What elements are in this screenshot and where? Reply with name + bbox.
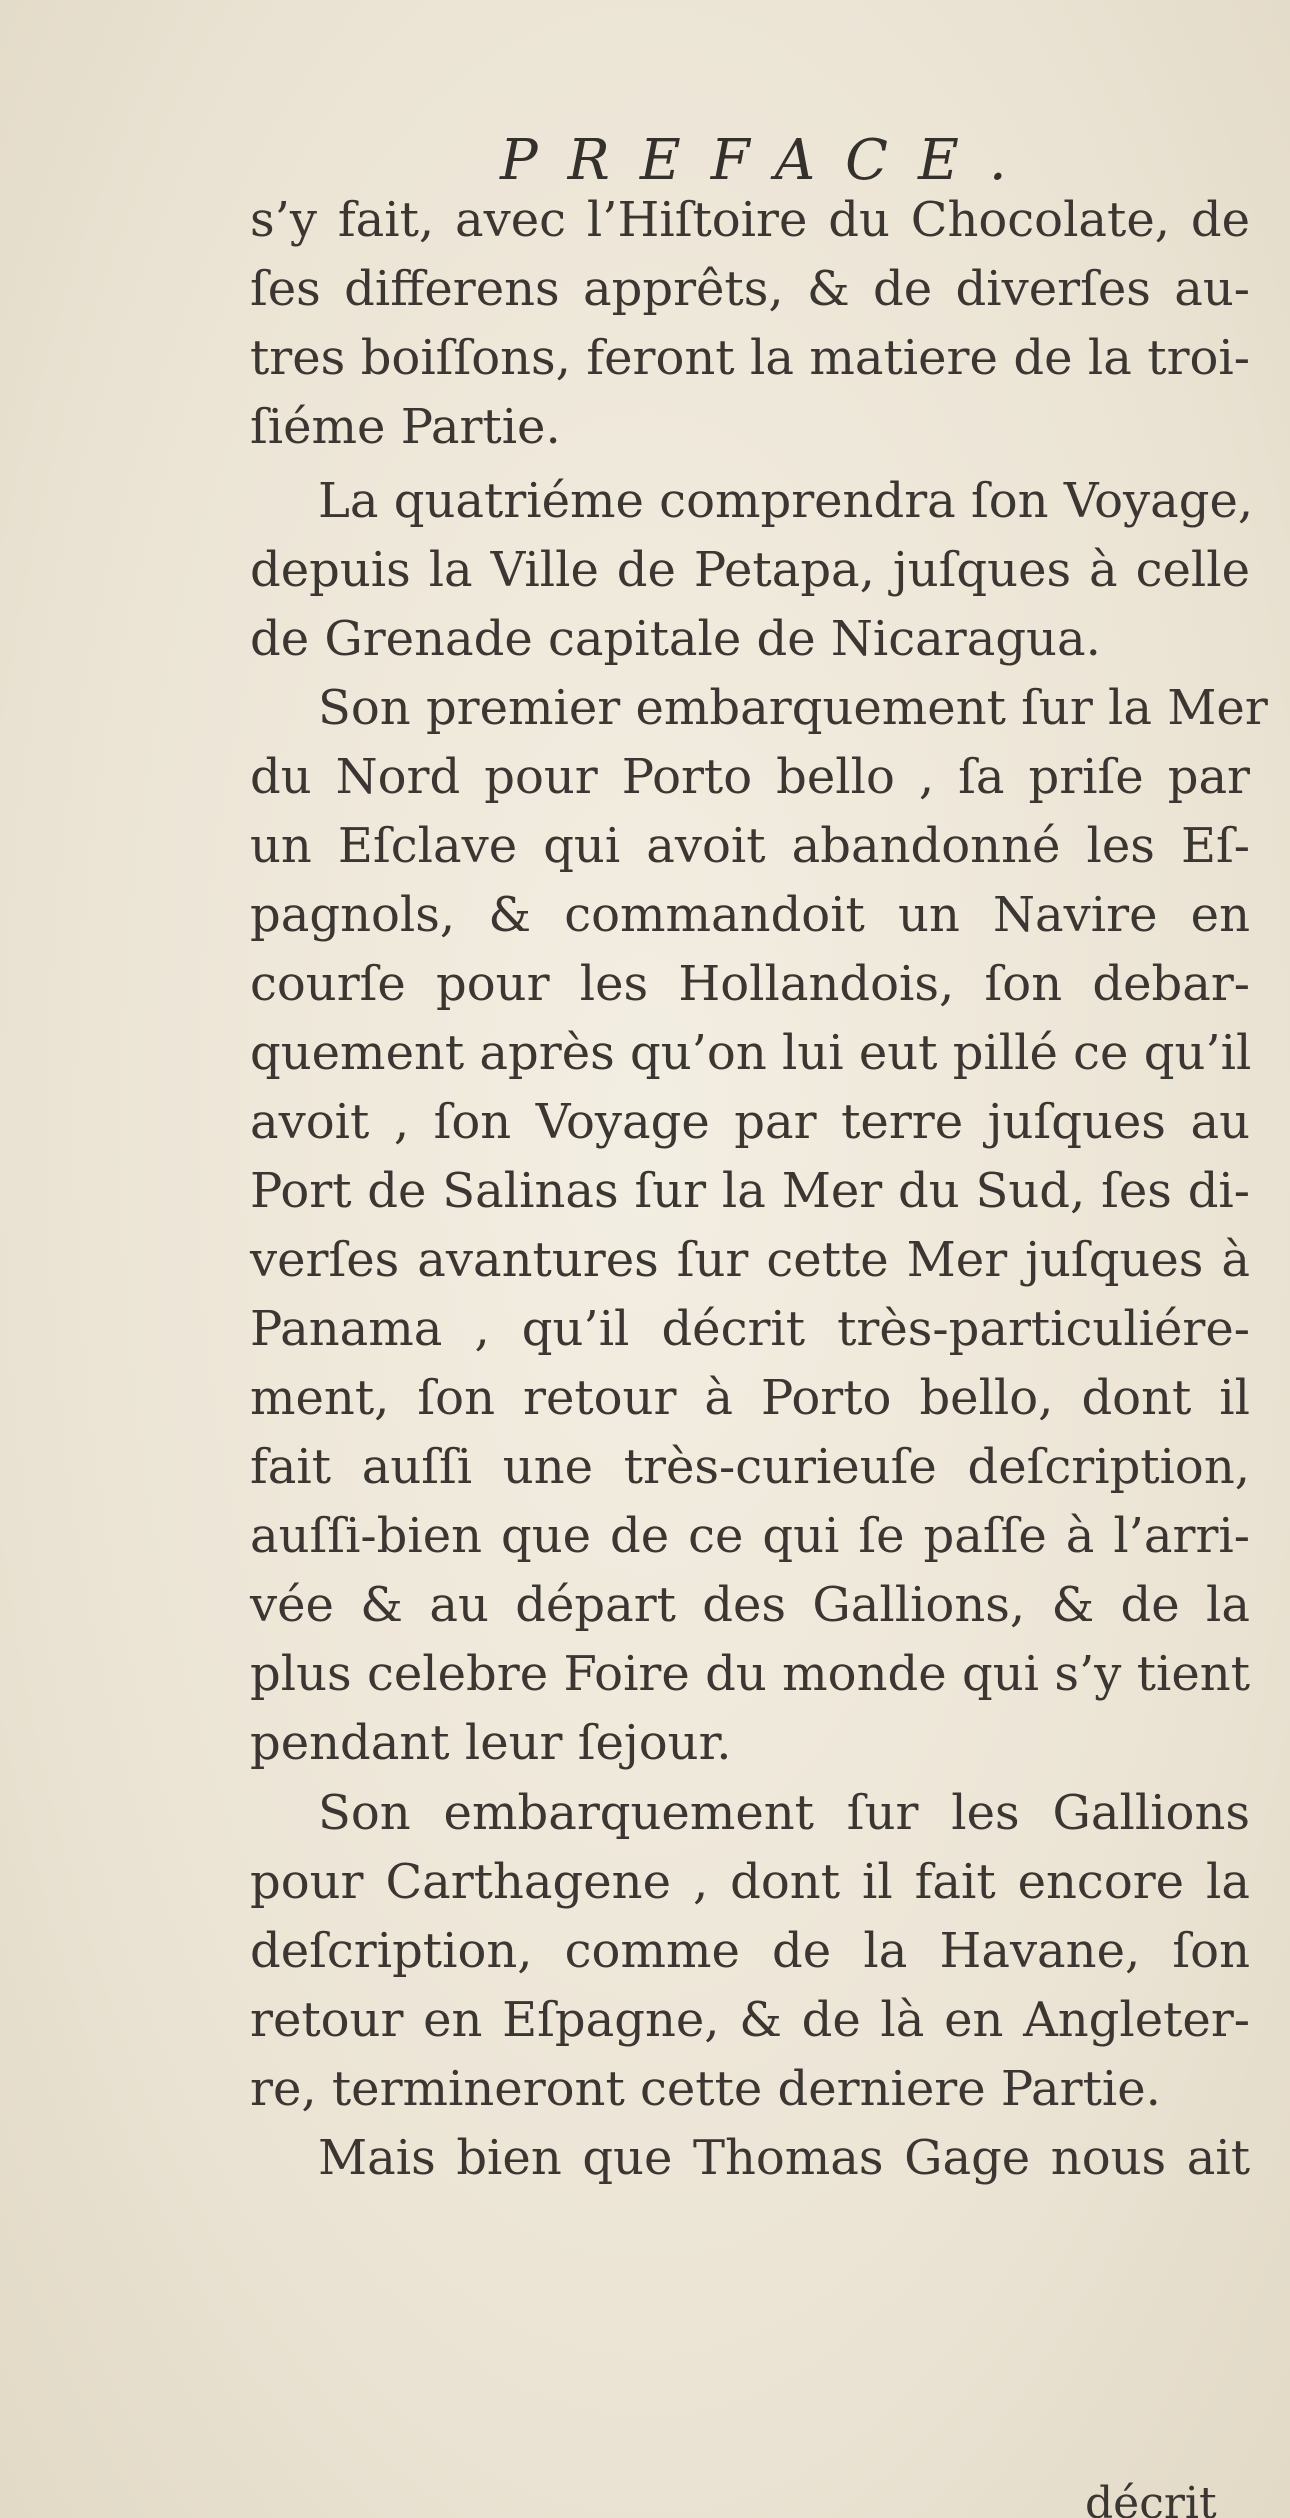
text-line: auſſi-bien que de ce qui ſe paſſe à l’arri-: [250, 1508, 1250, 1564]
text-line: ſiéme Partie.: [250, 399, 561, 455]
text-line: avoit , ſon Voyage par terre juſques au: [250, 1094, 1250, 1150]
text-line: tres boiſſons, feront la matiere de la troi-: [250, 330, 1250, 386]
text-line: Mais bien que Thomas Gage nous ait: [318, 2130, 1250, 2186]
running-header: PREFACE.: [500, 128, 1037, 193]
text-line: pagnols, & commandoit un Navire en: [250, 887, 1250, 943]
text-line: re, termineront cette derniere Partie.: [250, 2061, 1161, 2117]
text-line: deſcription, comme de la Havane, ſon: [250, 1923, 1250, 1979]
text-line: pour Carthagene , dont il fait encore la: [250, 1854, 1250, 1910]
text-line: ſes differens apprêts, & de diverſes au-: [250, 261, 1250, 317]
text-line: pendant leur ſejour.: [250, 1715, 732, 1771]
text-line: courſe pour les Hollandois, ſon debar-: [250, 956, 1250, 1012]
text-line: fait auſſi une très-curieuſe deſcription,: [250, 1439, 1250, 1495]
text-line: depuis la Ville de Petapa, juſques à celle: [250, 542, 1250, 598]
text-line: Port de Salinas ſur la Mer du Sud, ſes di-: [250, 1163, 1250, 1219]
text-line: un Eſclave qui avoit abandonné les Eſ-: [250, 818, 1250, 874]
text-line: s’y fait, avec l’Hiſtoire du Chocolate, de: [250, 192, 1250, 248]
text-line: du Nord pour Porto bello , ſa priſe par: [250, 749, 1250, 805]
text-line: ment, ſon retour à Porto bello, dont il: [250, 1370, 1250, 1426]
text-line: vée & au départ des Gallions, & de la: [250, 1577, 1250, 1633]
text-line: de Grenade capitale de Nicaragua.: [250, 611, 1101, 667]
text-line: Panama , qu’il décrit très-particuliére-: [250, 1301, 1250, 1357]
text-line: La quatriéme comprendra ſon Voyage,: [318, 473, 1254, 529]
text-line: verſes avantures ſur cette Mer juſques à: [250, 1232, 1250, 1288]
text-line: Son embarquement ſur les Gallions: [318, 1785, 1250, 1841]
text-line: Son premier embarquement ſur la Mer: [318, 680, 1268, 736]
text-line: plus celebre Foire du monde qui s’y tient: [250, 1646, 1250, 1702]
text-line: retour en Eſpagne, & de là en Angleter-: [250, 1992, 1250, 2048]
text-line: quement après qu’on lui eut pillé ce qu’il: [250, 1025, 1252, 1081]
catchword: décrit: [1085, 2478, 1217, 2518]
